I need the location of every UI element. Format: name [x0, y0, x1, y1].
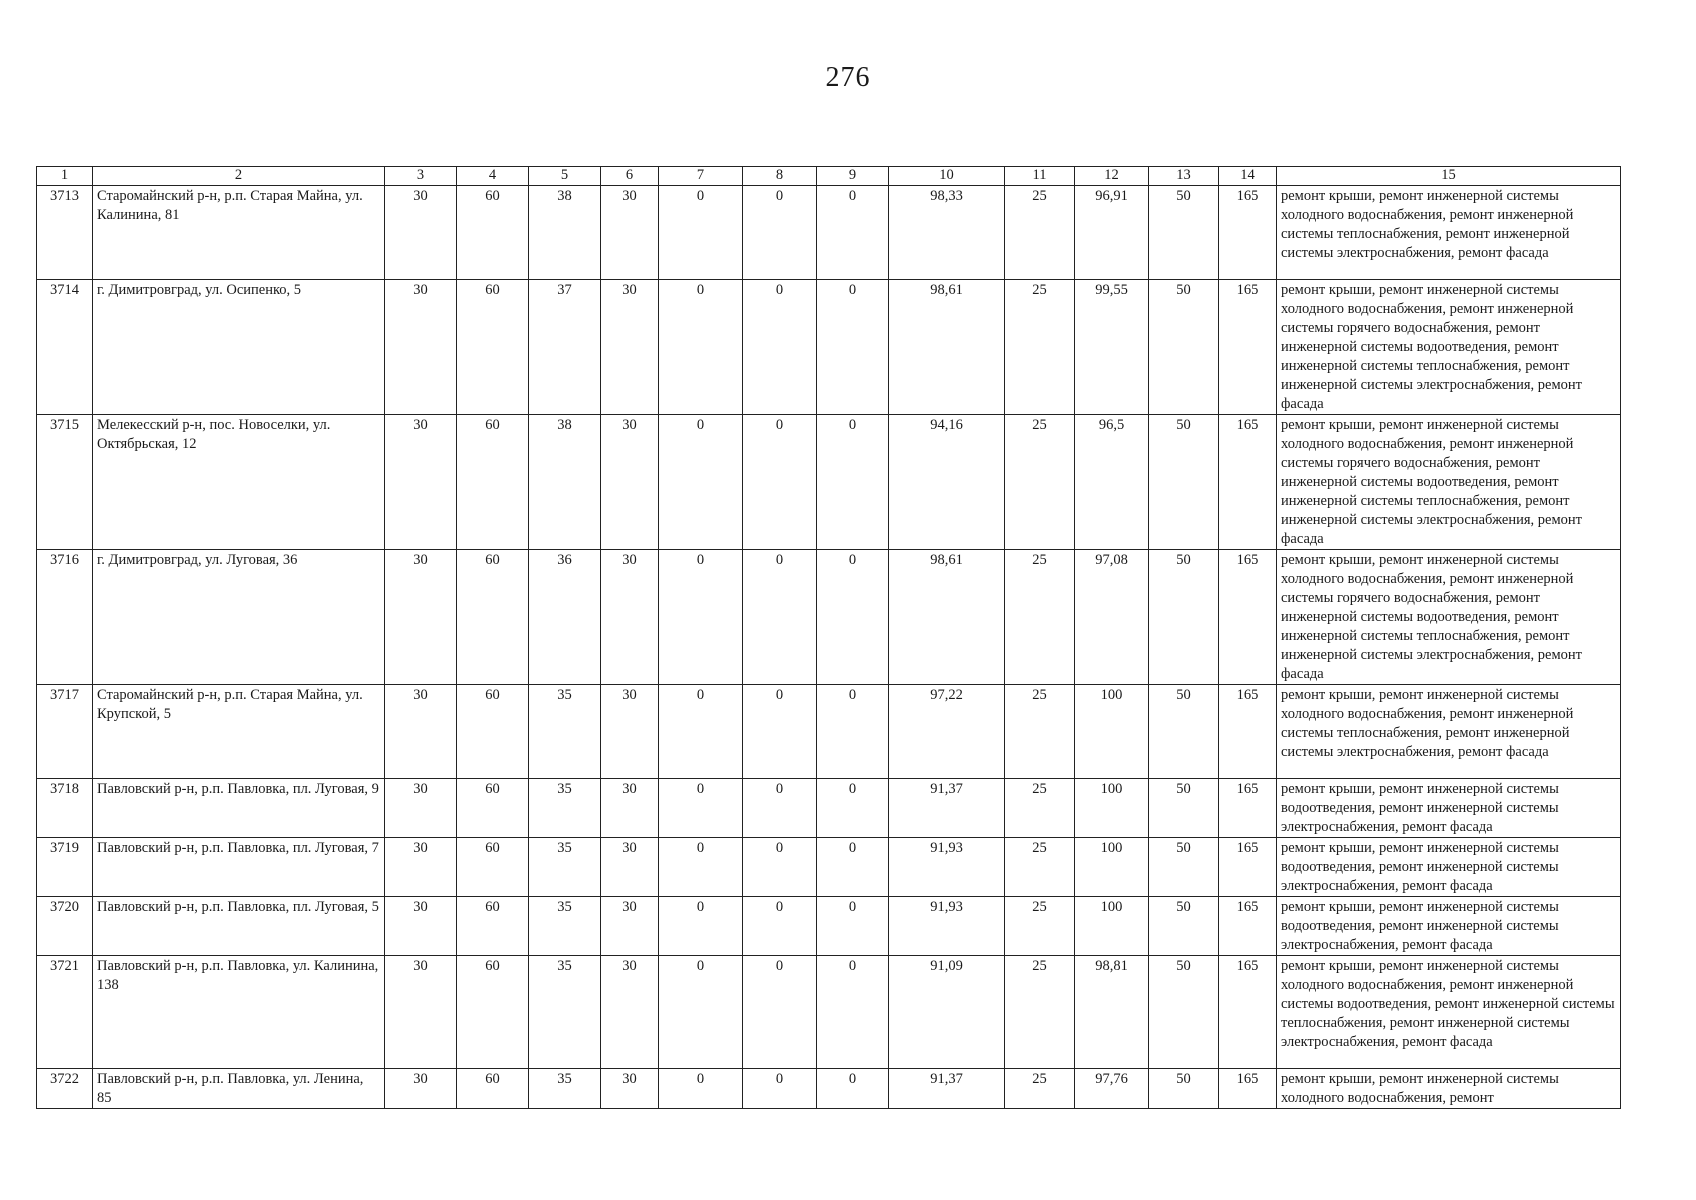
- column-header: 2: [93, 167, 385, 186]
- cell-address: Павловский р-н, р.п. Павловка, ул. Ленина, 85: [93, 1069, 385, 1109]
- cell-row-number: 3717: [37, 685, 93, 779]
- cell-work-types: ремонт крыши, ремонт инженерной системы водоотведения, ремонт инженерной системы электроснабжения, ремонт фасада: [1277, 897, 1621, 956]
- table-row: [37, 685, 1621, 779]
- cell-address: Павловский р-н, р.п. Павловка, пл. Луговая, 7: [93, 838, 385, 897]
- cell-col-10: 91,93: [889, 838, 1005, 897]
- cell-col-7: 0: [659, 1069, 743, 1109]
- cell-row-number: 3716: [37, 550, 93, 685]
- cell-col-13: 50: [1149, 280, 1219, 415]
- cell-col-9: 0: [817, 956, 889, 1069]
- cell-col-5: 35: [529, 1069, 601, 1109]
- cell-col-4: 60: [457, 779, 529, 838]
- cell-col-14: 165: [1219, 685, 1277, 779]
- column-header: 15: [1277, 167, 1621, 186]
- table-row: [37, 897, 1621, 956]
- cell-work-types: ремонт крыши, ремонт инженерной системы холодного водоснабжения, ремонт инженерной системы теплоснабжения, ремонт инженерной системы электроснабжения, ремонт фасада: [1277, 186, 1621, 280]
- cell-col-12: 96,91: [1075, 186, 1149, 280]
- cell-col-5: 35: [529, 897, 601, 956]
- cell-col-5: 35: [529, 779, 601, 838]
- cell-col-4: 60: [457, 550, 529, 685]
- cell-row-number: 3720: [37, 897, 93, 956]
- cell-col-13: 50: [1149, 186, 1219, 280]
- cell-col-13: 50: [1149, 956, 1219, 1069]
- cell-col-9: 0: [817, 1069, 889, 1109]
- cell-col-3: 30: [385, 838, 457, 897]
- cell-col-4: 60: [457, 186, 529, 280]
- cell-work-types: ремонт крыши, ремонт инженерной системы холодного водоснабжения, ремонт: [1277, 1069, 1621, 1109]
- cell-work-types: ремонт крыши, ремонт инженерной системы холодного водоснабжения, ремонт инженерной системы водоотведения, ремонт инженерной системы теплоснабжения, ремонт инженерной системы электроснабжения, ремонт фасада: [1277, 956, 1621, 1069]
- cell-col-9: 0: [817, 186, 889, 280]
- cell-col-3: 30: [385, 1069, 457, 1109]
- cell-col-7: 0: [659, 280, 743, 415]
- cell-row-number: 3721: [37, 956, 93, 1069]
- cell-col-12: 96,5: [1075, 415, 1149, 550]
- cell-col-9: 0: [817, 415, 889, 550]
- cell-col-8: 0: [743, 956, 817, 1069]
- cell-col-12: 97,08: [1075, 550, 1149, 685]
- cell-col-4: 60: [457, 897, 529, 956]
- cell-col-3: 30: [385, 897, 457, 956]
- cell-address: Мелекесский р-н, пос. Новоселки, ул. Октябрьская, 12: [93, 415, 385, 550]
- cell-col-3: 30: [385, 685, 457, 779]
- cell-col-12: 98,81: [1075, 956, 1149, 1069]
- cell-col-7: 0: [659, 415, 743, 550]
- cell-address: Павловский р-н, р.п. Павловка, пл. Луговая, 9: [93, 779, 385, 838]
- table-row: [37, 779, 1621, 838]
- cell-col-10: 94,16: [889, 415, 1005, 550]
- table-row: [37, 280, 1621, 415]
- cell-col-14: 165: [1219, 550, 1277, 685]
- cell-col-4: 60: [457, 685, 529, 779]
- cell-col-8: 0: [743, 779, 817, 838]
- cell-col-11: 25: [1005, 897, 1075, 956]
- cell-col-10: 98,61: [889, 280, 1005, 415]
- repair-register-table: [36, 166, 1621, 1109]
- cell-col-5: 35: [529, 956, 601, 1069]
- cell-col-6: 30: [601, 415, 659, 550]
- cell-col-8: 0: [743, 280, 817, 415]
- cell-work-types: ремонт крыши, ремонт инженерной системы водоотведения, ремонт инженерной системы электроснабжения, ремонт фасада: [1277, 838, 1621, 897]
- cell-col-6: 30: [601, 956, 659, 1069]
- cell-col-6: 30: [601, 685, 659, 779]
- cell-col-6: 30: [601, 280, 659, 415]
- cell-work-types: ремонт крыши, ремонт инженерной системы водоотведения, ремонт инженерной системы электроснабжения, ремонт фасада: [1277, 779, 1621, 838]
- column-header: 4: [457, 167, 529, 186]
- cell-col-11: 25: [1005, 838, 1075, 897]
- cell-col-11: 25: [1005, 280, 1075, 415]
- cell-col-14: 165: [1219, 897, 1277, 956]
- column-header: 7: [659, 167, 743, 186]
- cell-col-5: 38: [529, 415, 601, 550]
- cell-address: г. Димитровград, ул. Луговая, 36: [93, 550, 385, 685]
- cell-col-13: 50: [1149, 838, 1219, 897]
- cell-col-14: 165: [1219, 779, 1277, 838]
- cell-col-11: 25: [1005, 685, 1075, 779]
- cell-col-14: 165: [1219, 280, 1277, 415]
- cell-col-9: 0: [817, 685, 889, 779]
- cell-col-7: 0: [659, 685, 743, 779]
- cell-row-number: 3722: [37, 1069, 93, 1109]
- cell-col-9: 0: [817, 838, 889, 897]
- column-header: 13: [1149, 167, 1219, 186]
- column-header: 8: [743, 167, 817, 186]
- cell-col-9: 0: [817, 779, 889, 838]
- table-row: [37, 550, 1621, 685]
- cell-col-5: 35: [529, 685, 601, 779]
- cell-col-7: 0: [659, 838, 743, 897]
- cell-col-8: 0: [743, 897, 817, 956]
- cell-col-12: 99,55: [1075, 280, 1149, 415]
- cell-col-6: 30: [601, 779, 659, 838]
- cell-row-number: 3718: [37, 779, 93, 838]
- table-row: [37, 415, 1621, 550]
- cell-col-12: 100: [1075, 838, 1149, 897]
- cell-work-types: ремонт крыши, ремонт инженерной системы холодного водоснабжения, ремонт инженерной системы горячего водоснабжения, ремонт инженерной системы водоотведения, ремонт инженерной системы теплоснабжения, ремонт инженерной системы электроснабжения, ремонт фасада: [1277, 280, 1621, 415]
- cell-work-types: ремонт крыши, ремонт инженерной системы холодного водоснабжения, ремонт инженерной системы горячего водоснабжения, ремонт инженерной системы водоотведения, ремонт инженерной системы теплоснабжения, ремонт инженерной системы электроснабжения, ремонт фасада: [1277, 550, 1621, 685]
- cell-col-3: 30: [385, 280, 457, 415]
- column-header: 6: [601, 167, 659, 186]
- column-header: 14: [1219, 167, 1277, 186]
- column-header: 11: [1005, 167, 1075, 186]
- header-row: [37, 167, 1621, 186]
- cell-col-9: 0: [817, 550, 889, 685]
- cell-col-8: 0: [743, 1069, 817, 1109]
- cell-col-3: 30: [385, 779, 457, 838]
- cell-col-6: 30: [601, 897, 659, 956]
- column-header: 10: [889, 167, 1005, 186]
- cell-row-number: 3719: [37, 838, 93, 897]
- cell-col-4: 60: [457, 1069, 529, 1109]
- cell-col-13: 50: [1149, 1069, 1219, 1109]
- cell-col-13: 50: [1149, 897, 1219, 956]
- table-row: [37, 1069, 1621, 1109]
- cell-col-11: 25: [1005, 1069, 1075, 1109]
- cell-col-13: 50: [1149, 779, 1219, 838]
- cell-col-3: 30: [385, 956, 457, 1069]
- page-number: 276: [825, 62, 871, 93]
- cell-work-types: ремонт крыши, ремонт инженерной системы холодного водоснабжения, ремонт инженерной системы горячего водоснабжения, ремонт инженерной системы водоотведения, ремонт инженерной системы теплоснабжения, ремонт инженерной системы электроснабжения, ремонт фасада: [1277, 415, 1621, 550]
- cell-col-10: 98,33: [889, 186, 1005, 280]
- cell-col-6: 30: [601, 838, 659, 897]
- cell-address: Павловский р-н, р.п. Павловка, ул. Калинина, 138: [93, 956, 385, 1069]
- cell-address: Старомайнский р-н, р.п. Старая Майна, ул. Калинина, 81: [93, 186, 385, 280]
- cell-col-14: 165: [1219, 186, 1277, 280]
- cell-col-3: 30: [385, 415, 457, 550]
- cell-col-12: 100: [1075, 685, 1149, 779]
- cell-col-11: 25: [1005, 550, 1075, 685]
- cell-col-10: 97,22: [889, 685, 1005, 779]
- cell-address: Павловский р-н, р.п. Павловка, пл. Луговая, 5: [93, 897, 385, 956]
- cell-work-types: ремонт крыши, ремонт инженерной системы холодного водоснабжения, ремонт инженерной системы теплоснабжения, ремонт инженерной системы электроснабжения, ремонт фасада: [1277, 685, 1621, 779]
- cell-col-12: 97,76: [1075, 1069, 1149, 1109]
- cell-col-4: 60: [457, 415, 529, 550]
- cell-col-8: 0: [743, 186, 817, 280]
- cell-col-4: 60: [457, 280, 529, 415]
- cell-col-4: 60: [457, 956, 529, 1069]
- cell-col-12: 100: [1075, 779, 1149, 838]
- table-row: [37, 186, 1621, 280]
- cell-col-13: 50: [1149, 550, 1219, 685]
- cell-col-7: 0: [659, 897, 743, 956]
- cell-address: Старомайнский р-н, р.п. Старая Майна, ул. Крупской, 5: [93, 685, 385, 779]
- cell-col-7: 0: [659, 779, 743, 838]
- cell-col-7: 0: [659, 956, 743, 1069]
- cell-col-6: 30: [601, 186, 659, 280]
- cell-col-10: 98,61: [889, 550, 1005, 685]
- cell-col-10: 91,09: [889, 956, 1005, 1069]
- cell-col-14: 165: [1219, 1069, 1277, 1109]
- cell-col-10: 91,37: [889, 779, 1005, 838]
- cell-col-9: 0: [817, 280, 889, 415]
- cell-col-11: 25: [1005, 956, 1075, 1069]
- cell-col-8: 0: [743, 415, 817, 550]
- table-row: [37, 838, 1621, 897]
- cell-col-5: 38: [529, 186, 601, 280]
- cell-col-10: 91,93: [889, 897, 1005, 956]
- cell-col-11: 25: [1005, 779, 1075, 838]
- cell-col-3: 30: [385, 186, 457, 280]
- column-header: 3: [385, 167, 457, 186]
- cell-col-8: 0: [743, 838, 817, 897]
- cell-col-5: 37: [529, 280, 601, 415]
- column-header: 12: [1075, 167, 1149, 186]
- cell-col-7: 0: [659, 186, 743, 280]
- cell-col-11: 25: [1005, 415, 1075, 550]
- cell-col-8: 0: [743, 685, 817, 779]
- column-header: 5: [529, 167, 601, 186]
- cell-col-8: 0: [743, 550, 817, 685]
- cell-col-6: 30: [601, 1069, 659, 1109]
- cell-col-14: 165: [1219, 956, 1277, 1069]
- cell-col-9: 0: [817, 897, 889, 956]
- cell-col-11: 25: [1005, 186, 1075, 280]
- cell-col-13: 50: [1149, 685, 1219, 779]
- cell-col-4: 60: [457, 838, 529, 897]
- cell-row-number: 3714: [37, 280, 93, 415]
- cell-col-12: 100: [1075, 897, 1149, 956]
- cell-col-14: 165: [1219, 415, 1277, 550]
- cell-col-13: 50: [1149, 415, 1219, 550]
- column-header: 1: [37, 167, 93, 186]
- cell-row-number: 3713: [37, 186, 93, 280]
- cell-col-5: 35: [529, 838, 601, 897]
- cell-col-3: 30: [385, 550, 457, 685]
- cell-address: г. Димитровград, ул. Осипенко, 5: [93, 280, 385, 415]
- table-row: [37, 956, 1621, 1069]
- cell-col-10: 91,37: [889, 1069, 1005, 1109]
- cell-col-5: 36: [529, 550, 601, 685]
- cell-col-7: 0: [659, 550, 743, 685]
- table-body: [37, 186, 1621, 1109]
- cell-col-6: 30: [601, 550, 659, 685]
- cell-row-number: 3715: [37, 415, 93, 550]
- column-header: 9: [817, 167, 889, 186]
- cell-col-14: 165: [1219, 838, 1277, 897]
